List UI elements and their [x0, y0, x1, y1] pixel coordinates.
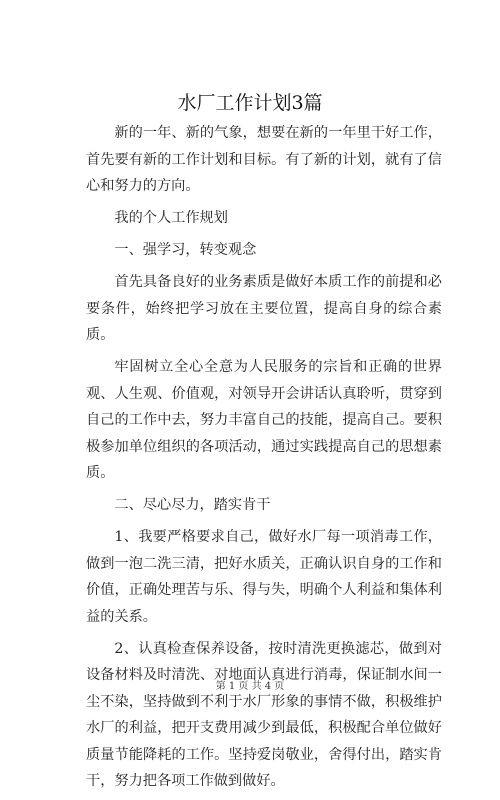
- document-title: 水厂工作计划3篇: [177, 92, 323, 114]
- section-heading-2: 二、尽心尽力，踏实肯干: [114, 497, 271, 513]
- paragraph-quality: 首先具备良好的业务素质是做好本质工作的前提和必要条件，始终把学习放在主要位置，提高自身的综合素质。: [86, 274, 442, 343]
- paragraph-service: 牢固树立全心全意为人民服务的宗旨和正确的世界观、人生观、价值观，对领导开会讲话认真聆听，贯穿到自己的工作中去，努力丰富自己的技能，提高自己。要积极参加单位组织的各项活动，通过实践提高自己的思想素质。: [86, 359, 442, 481]
- paragraph-item-1: 1、我要严格要求自己，做好水厂每一项消毒工作，做到一泡二洗三清，把好水质关，正确认识自身的工作和价值，正确处理苦与乐、得与失，明确个人利益和集体利益的关系。: [86, 529, 442, 625]
- section-heading-1: 一、强学习，转变观念: [114, 242, 257, 258]
- document-body: [86, 120, 442, 800]
- paragraph-intro: 新的一年、新的气象，想要在新的一年里干好工作，首先要有新的工作计划和目标。有了新的计划，就有了信心和努力的方向。: [86, 125, 442, 194]
- page-footer: 第 1 页 共 4 页: [215, 681, 285, 692]
- paragraph-item-2: 2、认真检查保养设备，按时清洗更换滤芯，做到对设备材料及时清洗、对地面认真进行消毒，保证制水间一尘不染，坚持做到不利于水厂形象的事情不做，积极维护水厂的利益，把开支费用减少到最低，积极配合单位做好质量节能降耗的工作。坚持爱岗敬业，舍得付出，踏实肯干，努力把各项工作做到做好。: [86, 640, 442, 789]
- section-heading-plan: 我的个人工作规划: [114, 210, 228, 226]
